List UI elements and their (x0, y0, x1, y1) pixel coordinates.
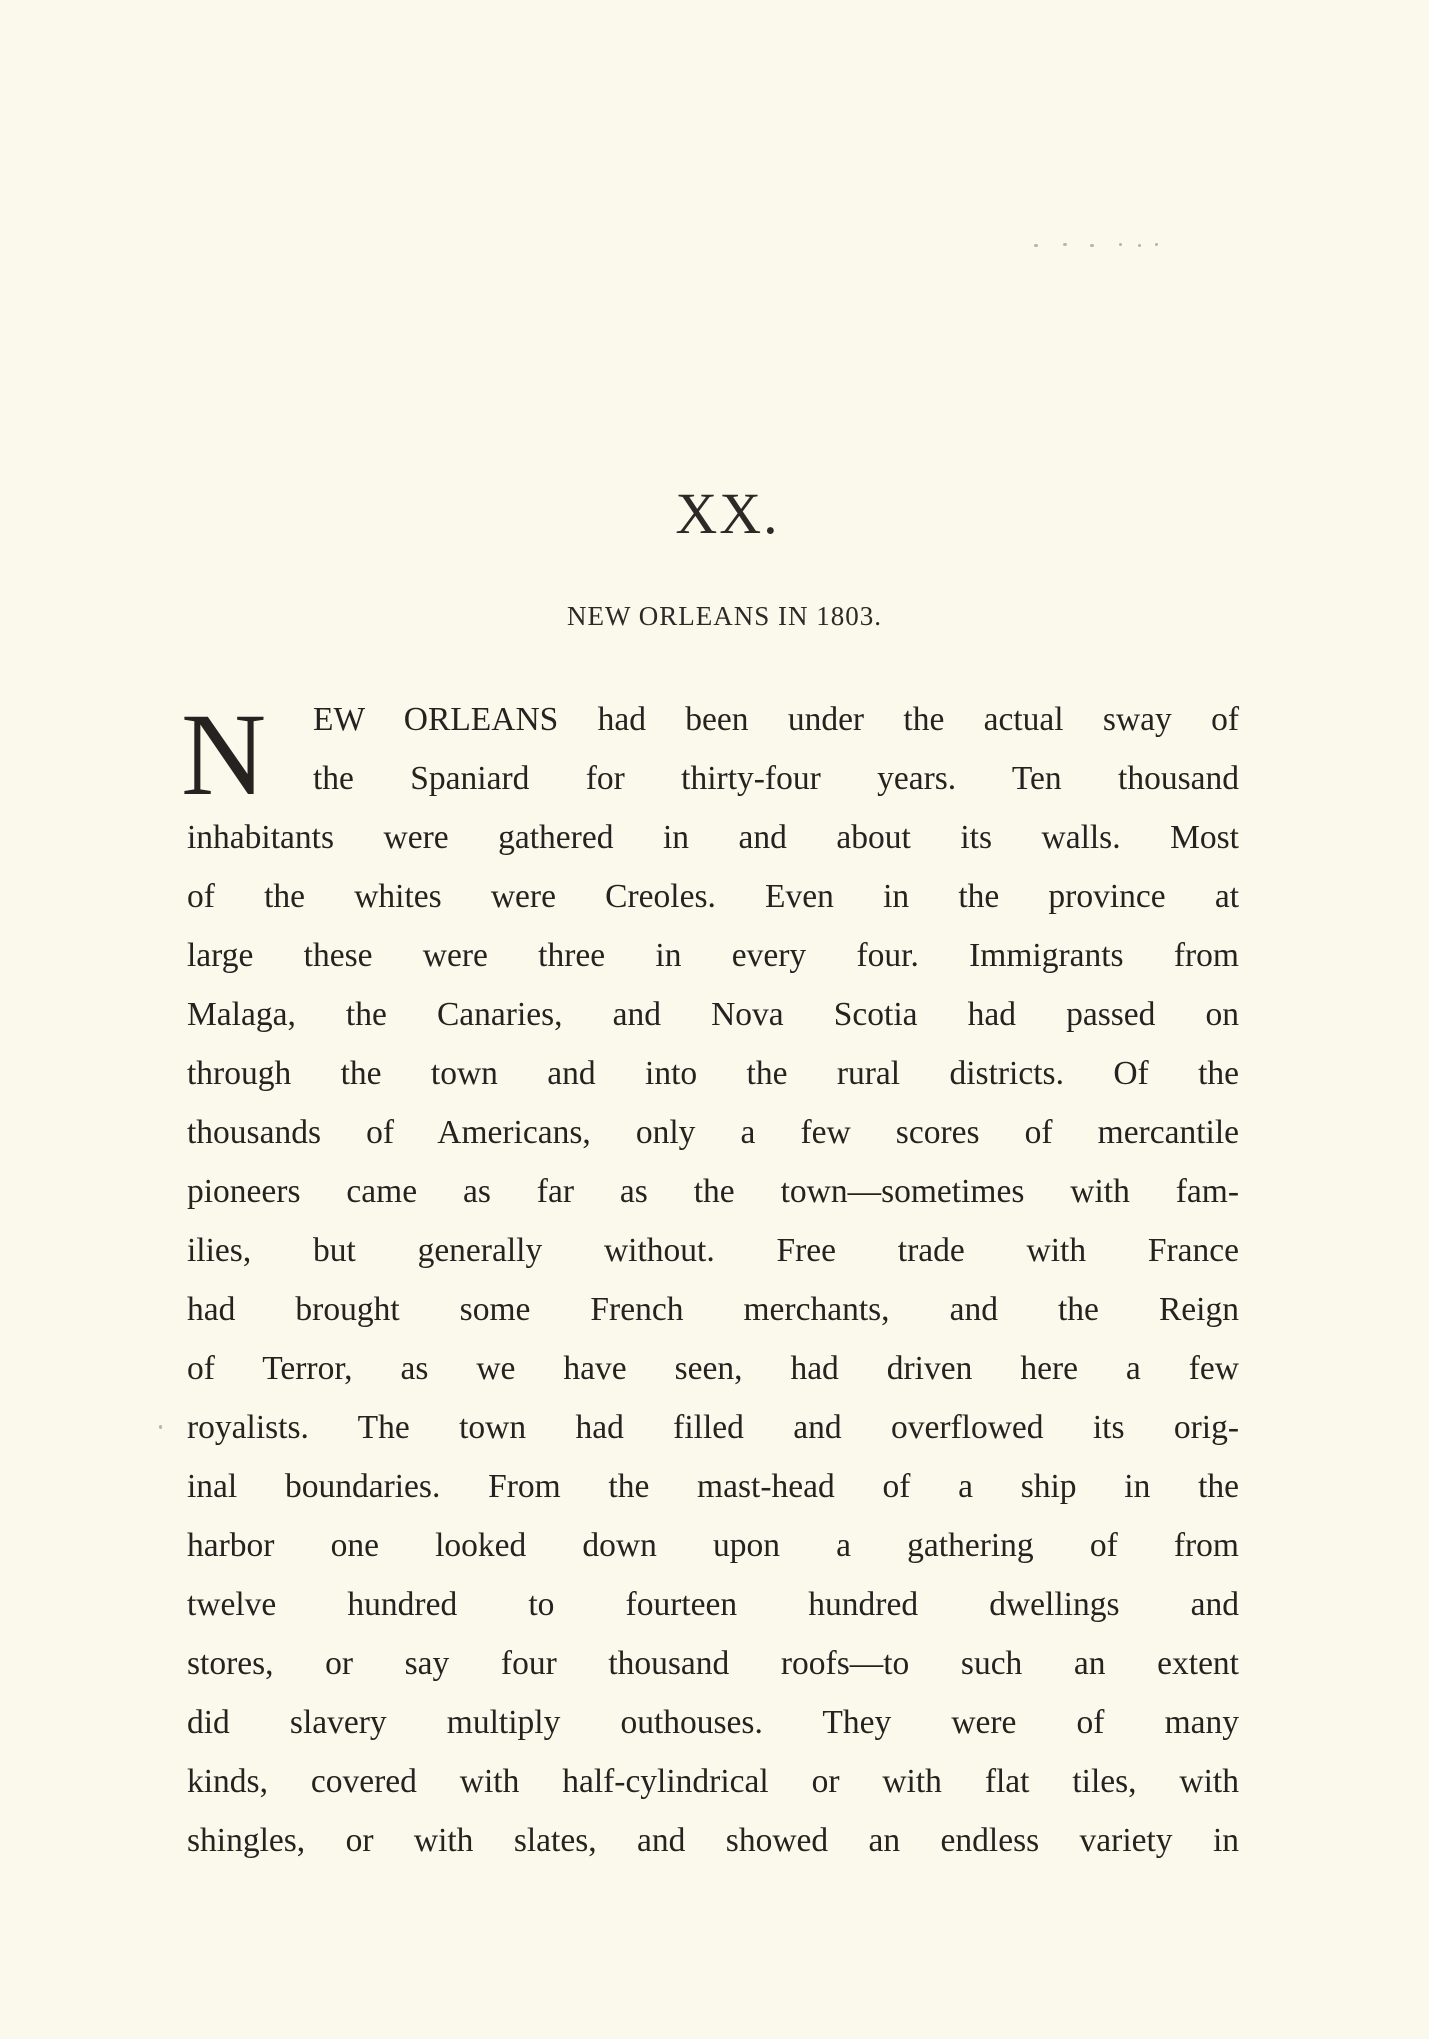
text-line: through the town and into the rural districts. Of the (187, 1055, 1239, 1092)
text-line: stores, or say four thousand roofs—to such an extent (187, 1645, 1239, 1682)
text-line: Malaga, the Canaries, and Nova Scotia had passed on (187, 996, 1239, 1033)
paper-speck (1090, 244, 1094, 247)
text-line: kinds, covered with half-cylindrical or with flat tiles, with (187, 1763, 1239, 1800)
text-line: of the whites were Creoles. Even in the province at (187, 878, 1239, 915)
text-line: ilies, but generally without. Free trade with France (187, 1232, 1239, 1269)
paper-speck (1155, 243, 1158, 246)
text-line: did slavery multiply outhouses. They were of many (187, 1704, 1239, 1741)
paper-speck (1034, 244, 1038, 247)
drop-cap: N (181, 689, 267, 820)
text-line: shingles, or with slates, and showed an endless variety in (187, 1822, 1239, 1859)
text-line: had brought some French merchants, and the Reign (187, 1291, 1239, 1328)
text-line: EW ORLEANS had been under the actual sway of (313, 701, 1239, 738)
chapter-title: NEW ORLEANS IN 1803. (567, 601, 882, 631)
chapter-body (181, 689, 1239, 1870)
text-line: pioneers came as far as the town—sometimes with fam- (187, 1173, 1239, 1210)
paper-speck (1138, 244, 1141, 247)
paper-speck (159, 1425, 162, 1429)
text-line: royalists. The town had filled and overflowed its orig- (187, 1409, 1239, 1446)
text-line: of Terror, as we have seen, had driven here a few (187, 1350, 1239, 1387)
text-line: large these were three in every four. Immigrants from (187, 937, 1239, 974)
chapter-number: XX. (675, 481, 780, 546)
text-line: thousands of Americans, only a few scores of mercantile (187, 1114, 1239, 1151)
paper-speck (1119, 243, 1122, 246)
text-line: harbor one looked down upon a gathering of from (187, 1527, 1239, 1564)
paper-speck (1063, 243, 1067, 246)
text-line: inal boundaries. From the mast-head of a ship in the (187, 1468, 1239, 1505)
text-line: inhabitants were gathered in and about its walls. Most (187, 819, 1239, 856)
text-line: the Spaniard for thirty-four years. Ten thousand (313, 760, 1239, 797)
text-line: twelve hundred to fourteen hundred dwellings and (187, 1586, 1239, 1623)
